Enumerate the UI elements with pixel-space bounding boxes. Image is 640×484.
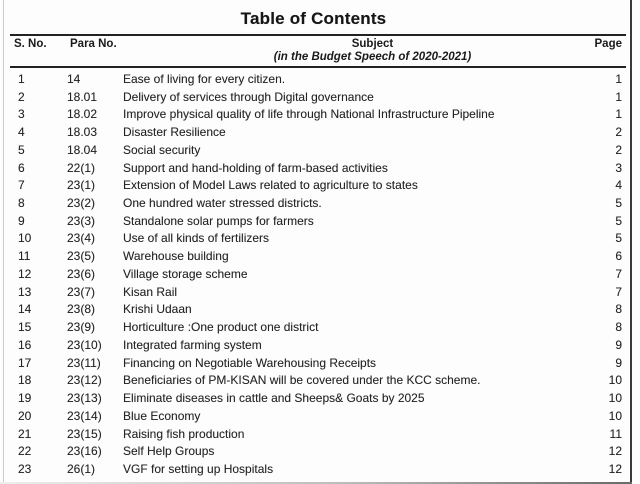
row-para-number: 23(5) <box>67 249 96 264</box>
row-page-number: 5 <box>615 231 622 246</box>
row-page-number: 3 <box>615 160 622 175</box>
row-subject: Eliminate diseases in cattle and Sheeps& Goats by 2025 <box>123 391 425 406</box>
row-subject: Improve physical quality of life through National Infrastructure Pipeline <box>123 107 495 122</box>
row-subject: Financing on Negotiable Warehousing Receipts <box>123 355 377 370</box>
row-serial-number: 15 <box>18 320 32 335</box>
row-serial-number: 13 <box>18 284 32 299</box>
table-row <box>0 336 640 354</box>
row-page-number: 11 <box>609 426 622 441</box>
row-subject: Standalone solar pumps for farmers <box>123 213 314 228</box>
column-header-page: Page <box>594 38 622 50</box>
row-subject: Integrated farming system <box>123 337 262 352</box>
row-subject: Use of all kinds of fertilizers <box>123 231 270 246</box>
row-page-number: 2 <box>615 125 622 140</box>
page-title: Table of Contents <box>240 9 387 28</box>
row-subject: Social security <box>123 142 201 157</box>
row-serial-number: 14 <box>18 302 32 317</box>
table-row <box>0 389 640 407</box>
row-serial-number: 21 <box>18 426 32 441</box>
table-row <box>0 194 640 212</box>
table-row <box>0 442 640 460</box>
row-subject: Village storage scheme <box>123 266 248 281</box>
row-subject: Horticulture :One product one district <box>123 320 319 335</box>
header-bottom-rule <box>10 66 626 68</box>
column-header-para: Para No. <box>70 38 117 50</box>
row-subject: Raising fish production <box>123 426 245 441</box>
row-page-number: 8 <box>615 320 622 335</box>
row-serial-number: 4 <box>18 125 25 140</box>
row-para-number: 18.04 <box>67 142 98 157</box>
row-para-number: 14 <box>67 71 81 86</box>
row-serial-number: 22 <box>18 444 32 459</box>
row-page-number: 1 <box>615 107 622 122</box>
row-subject: Support and hand-holding of farm-based activities <box>123 160 388 175</box>
row-page-number: 6 <box>615 249 622 264</box>
row-serial-number: 11 <box>18 249 31 264</box>
row-para-number: 23(15) <box>67 426 102 441</box>
row-para-number: 18.02 <box>67 107 98 122</box>
row-para-number: 23(2) <box>67 196 96 210</box>
row-para-number: 23(7) <box>67 284 96 299</box>
row-serial-number: 20 <box>18 408 32 423</box>
row-para-number: 23(8) <box>67 302 96 317</box>
row-para-number: 23(16) <box>67 444 102 459</box>
row-para-number: 23(14) <box>67 408 102 423</box>
row-serial-number: 16 <box>18 337 32 352</box>
column-header-subject-label: Subject <box>351 38 394 50</box>
row-page-number: 12 <box>608 462 622 477</box>
table-row <box>0 371 640 389</box>
column-header-subject-note: (in the Budget Speech of 2020-2021) <box>273 51 472 63</box>
row-page-number: 10 <box>608 391 622 406</box>
row-serial-number: 17 <box>18 355 32 370</box>
table-row <box>0 318 640 336</box>
row-page-number: 7 <box>615 266 622 281</box>
row-page-number: 7 <box>615 284 622 299</box>
row-serial-number: 9 <box>18 213 25 228</box>
row-page-number: 1 <box>615 89 622 104</box>
row-serial-number: 3 <box>18 107 25 122</box>
table-row <box>0 176 640 194</box>
row-para-number: 23(9) <box>67 320 96 335</box>
table-row <box>0 460 640 478</box>
row-serial-number: 6 <box>18 160 25 175</box>
row-page-number: 5 <box>615 196 622 210</box>
row-para-number: 18.03 <box>67 125 98 140</box>
row-para-number: 23(12) <box>67 373 102 388</box>
row-para-number: 23(3) <box>67 213 96 228</box>
row-subject: Self Help Groups <box>123 444 215 459</box>
row-subject: One hundred water stressed districts. <box>123 196 322 210</box>
row-serial-number: 2 <box>18 89 25 104</box>
row-para-number: 23(4) <box>67 231 96 246</box>
row-para-number: 23(11) <box>67 355 101 370</box>
row-page-number: 10 <box>608 373 622 388</box>
row-page-number: 12 <box>608 444 622 459</box>
row-subject: Krishi Udaan <box>123 302 192 317</box>
table-row <box>0 407 640 425</box>
row-para-number: 23(1) <box>67 178 96 193</box>
table-row <box>0 230 640 248</box>
row-serial-number: 18 <box>18 373 32 388</box>
column-header-subject <box>123 38 622 64</box>
row-subject: Warehouse building <box>123 249 229 264</box>
table-row <box>0 265 640 283</box>
row-para-number: 26(1) <box>67 462 96 477</box>
table-row <box>0 283 640 301</box>
row-para-number: 18.01 <box>67 89 98 104</box>
row-subject: Delivery of services through Digital governance <box>123 89 374 104</box>
table-row <box>0 425 640 443</box>
row-serial-number: 1 <box>18 71 25 86</box>
column-header-sno: S. No. <box>14 38 47 50</box>
table-row <box>0 123 640 141</box>
row-page-number: 1 <box>615 71 622 86</box>
row-serial-number: 23 <box>18 462 32 477</box>
row-subject: Extension of Model Laws related to agriculture to states <box>123 178 418 193</box>
table-row <box>0 141 640 159</box>
row-serial-number: 12 <box>18 266 32 281</box>
row-page-number: 9 <box>615 355 622 370</box>
row-subject: VGF for setting up Hospitals <box>123 462 274 477</box>
row-subject: Kisan Rail <box>123 284 178 299</box>
row-page-number: 2 <box>615 142 622 157</box>
row-page-number: 4 <box>615 178 622 193</box>
row-page-number: 5 <box>615 213 622 228</box>
row-subject: Disaster Resilience <box>123 125 226 140</box>
row-page-number: 10 <box>608 408 622 423</box>
row-page-number: 8 <box>615 302 622 317</box>
row-serial-number: 19 <box>18 391 32 406</box>
row-para-number: 23(13) <box>67 391 102 406</box>
header-top-rule <box>10 34 626 36</box>
row-serial-number: 5 <box>18 142 25 157</box>
row-para-number: 23(10) <box>67 337 102 352</box>
toc-rows <box>0 70 640 478</box>
table-row <box>0 212 640 230</box>
row-page-number: 9 <box>615 337 622 352</box>
row-serial-number: 7 <box>18 178 25 193</box>
row-subject: Ease of living for every citizen. <box>123 71 286 86</box>
table-header-row <box>0 38 640 66</box>
table-row <box>0 301 640 319</box>
table-row <box>0 70 640 88</box>
table-row <box>0 88 640 106</box>
row-serial-number: 8 <box>18 196 25 210</box>
table-row <box>0 159 640 177</box>
table-row <box>0 354 640 372</box>
row-para-number: 22(1) <box>67 160 96 175</box>
row-serial-number: 10 <box>18 231 32 246</box>
row-subject: Blue Economy <box>123 408 201 423</box>
row-subject: Beneficiaries of PM-KISAN will be covered under the KCC scheme. <box>123 373 481 388</box>
table-row <box>0 105 640 123</box>
row-para-number: 23(6) <box>67 266 96 281</box>
table-row <box>0 247 640 265</box>
